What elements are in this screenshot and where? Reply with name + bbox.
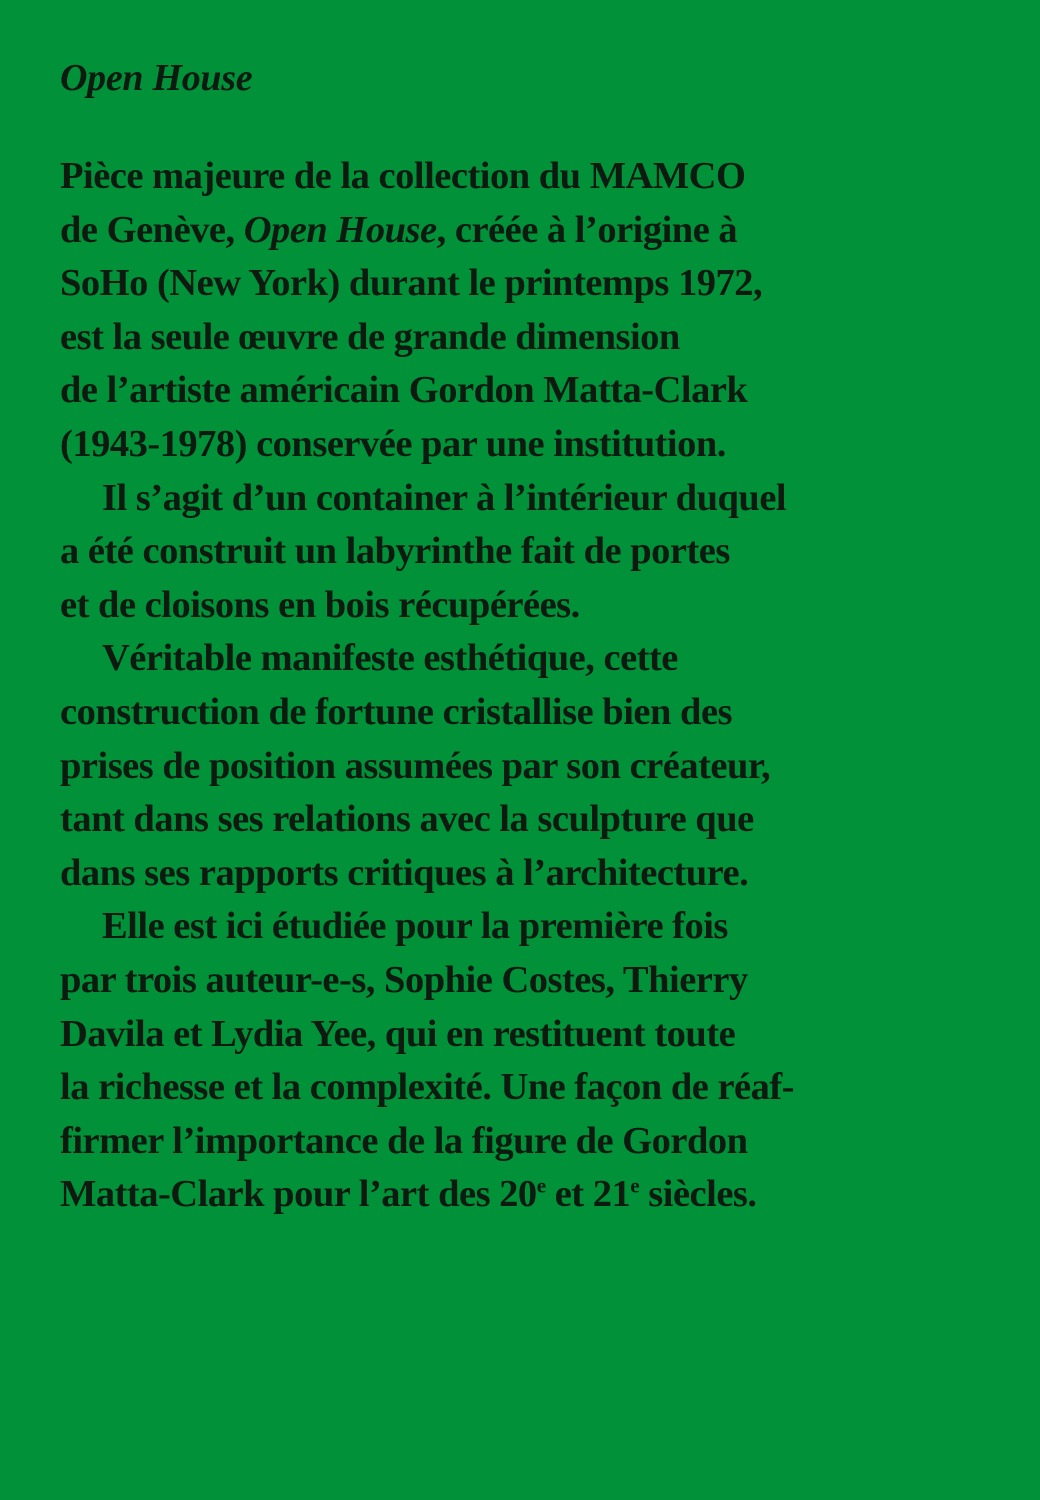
text-fragment: et 21: [545, 1173, 631, 1216]
superscript: e: [630, 1173, 640, 1198]
text-line: tant dans ses relations avec la sculpture que: [60, 798, 754, 841]
text-line: Il s’agit d’un container à l’intérieur duquel: [102, 476, 787, 519]
text-line: [60, 1168, 1000, 1222]
superscript: e: [536, 1173, 546, 1198]
text-line: Elle est ici étudiée pour la première fois: [102, 905, 728, 948]
text-line: la richesse et la complexité. Une façon de réaf-: [60, 1066, 795, 1109]
text-line: firmer l’importance de la figure de Gordon: [60, 1119, 748, 1162]
text-fragment: , créée à l’origine à: [436, 208, 738, 251]
body-text: [60, 150, 1000, 1222]
text-fragment: de Genève,: [60, 208, 244, 251]
text-line: construction de fortune cristallise bien des: [60, 690, 733, 733]
text-line: (1943-1978) conservée par une institution.: [60, 422, 726, 465]
text-fragment: Matta-Clark pour l’art des 20: [60, 1173, 537, 1216]
text-line: a été construit un labyrinthe fait de portes: [60, 530, 730, 573]
text-line: dans ses rapports critiques à l’architecture.: [60, 851, 749, 894]
text-line: par trois auteur-e-s, Sophie Costes, Thierry: [60, 958, 748, 1001]
text-fragment: siècles.: [639, 1173, 757, 1216]
text-line: est la seule œuvre de grande dimension: [60, 315, 680, 358]
text-line: prises de position assumées par son créateur,: [60, 744, 771, 787]
page-title: Open House: [60, 57, 253, 99]
text-line: de l’artiste américain Gordon Matta-Clark: [60, 369, 748, 412]
text-line: [60, 204, 1000, 258]
work-title-italic: Open House: [243, 208, 437, 251]
text-line: et de cloisons en bois récupérées.: [60, 583, 580, 626]
text-line: SoHo (New York) durant le printemps 1972,: [60, 262, 763, 305]
text-line: Véritable manifeste esthétique, cette: [102, 637, 678, 680]
text-line: Davila et Lydia Yee, qui en restituent toute: [60, 1012, 736, 1055]
text-line: Pièce majeure de la collection du MAMCO: [60, 155, 746, 197]
